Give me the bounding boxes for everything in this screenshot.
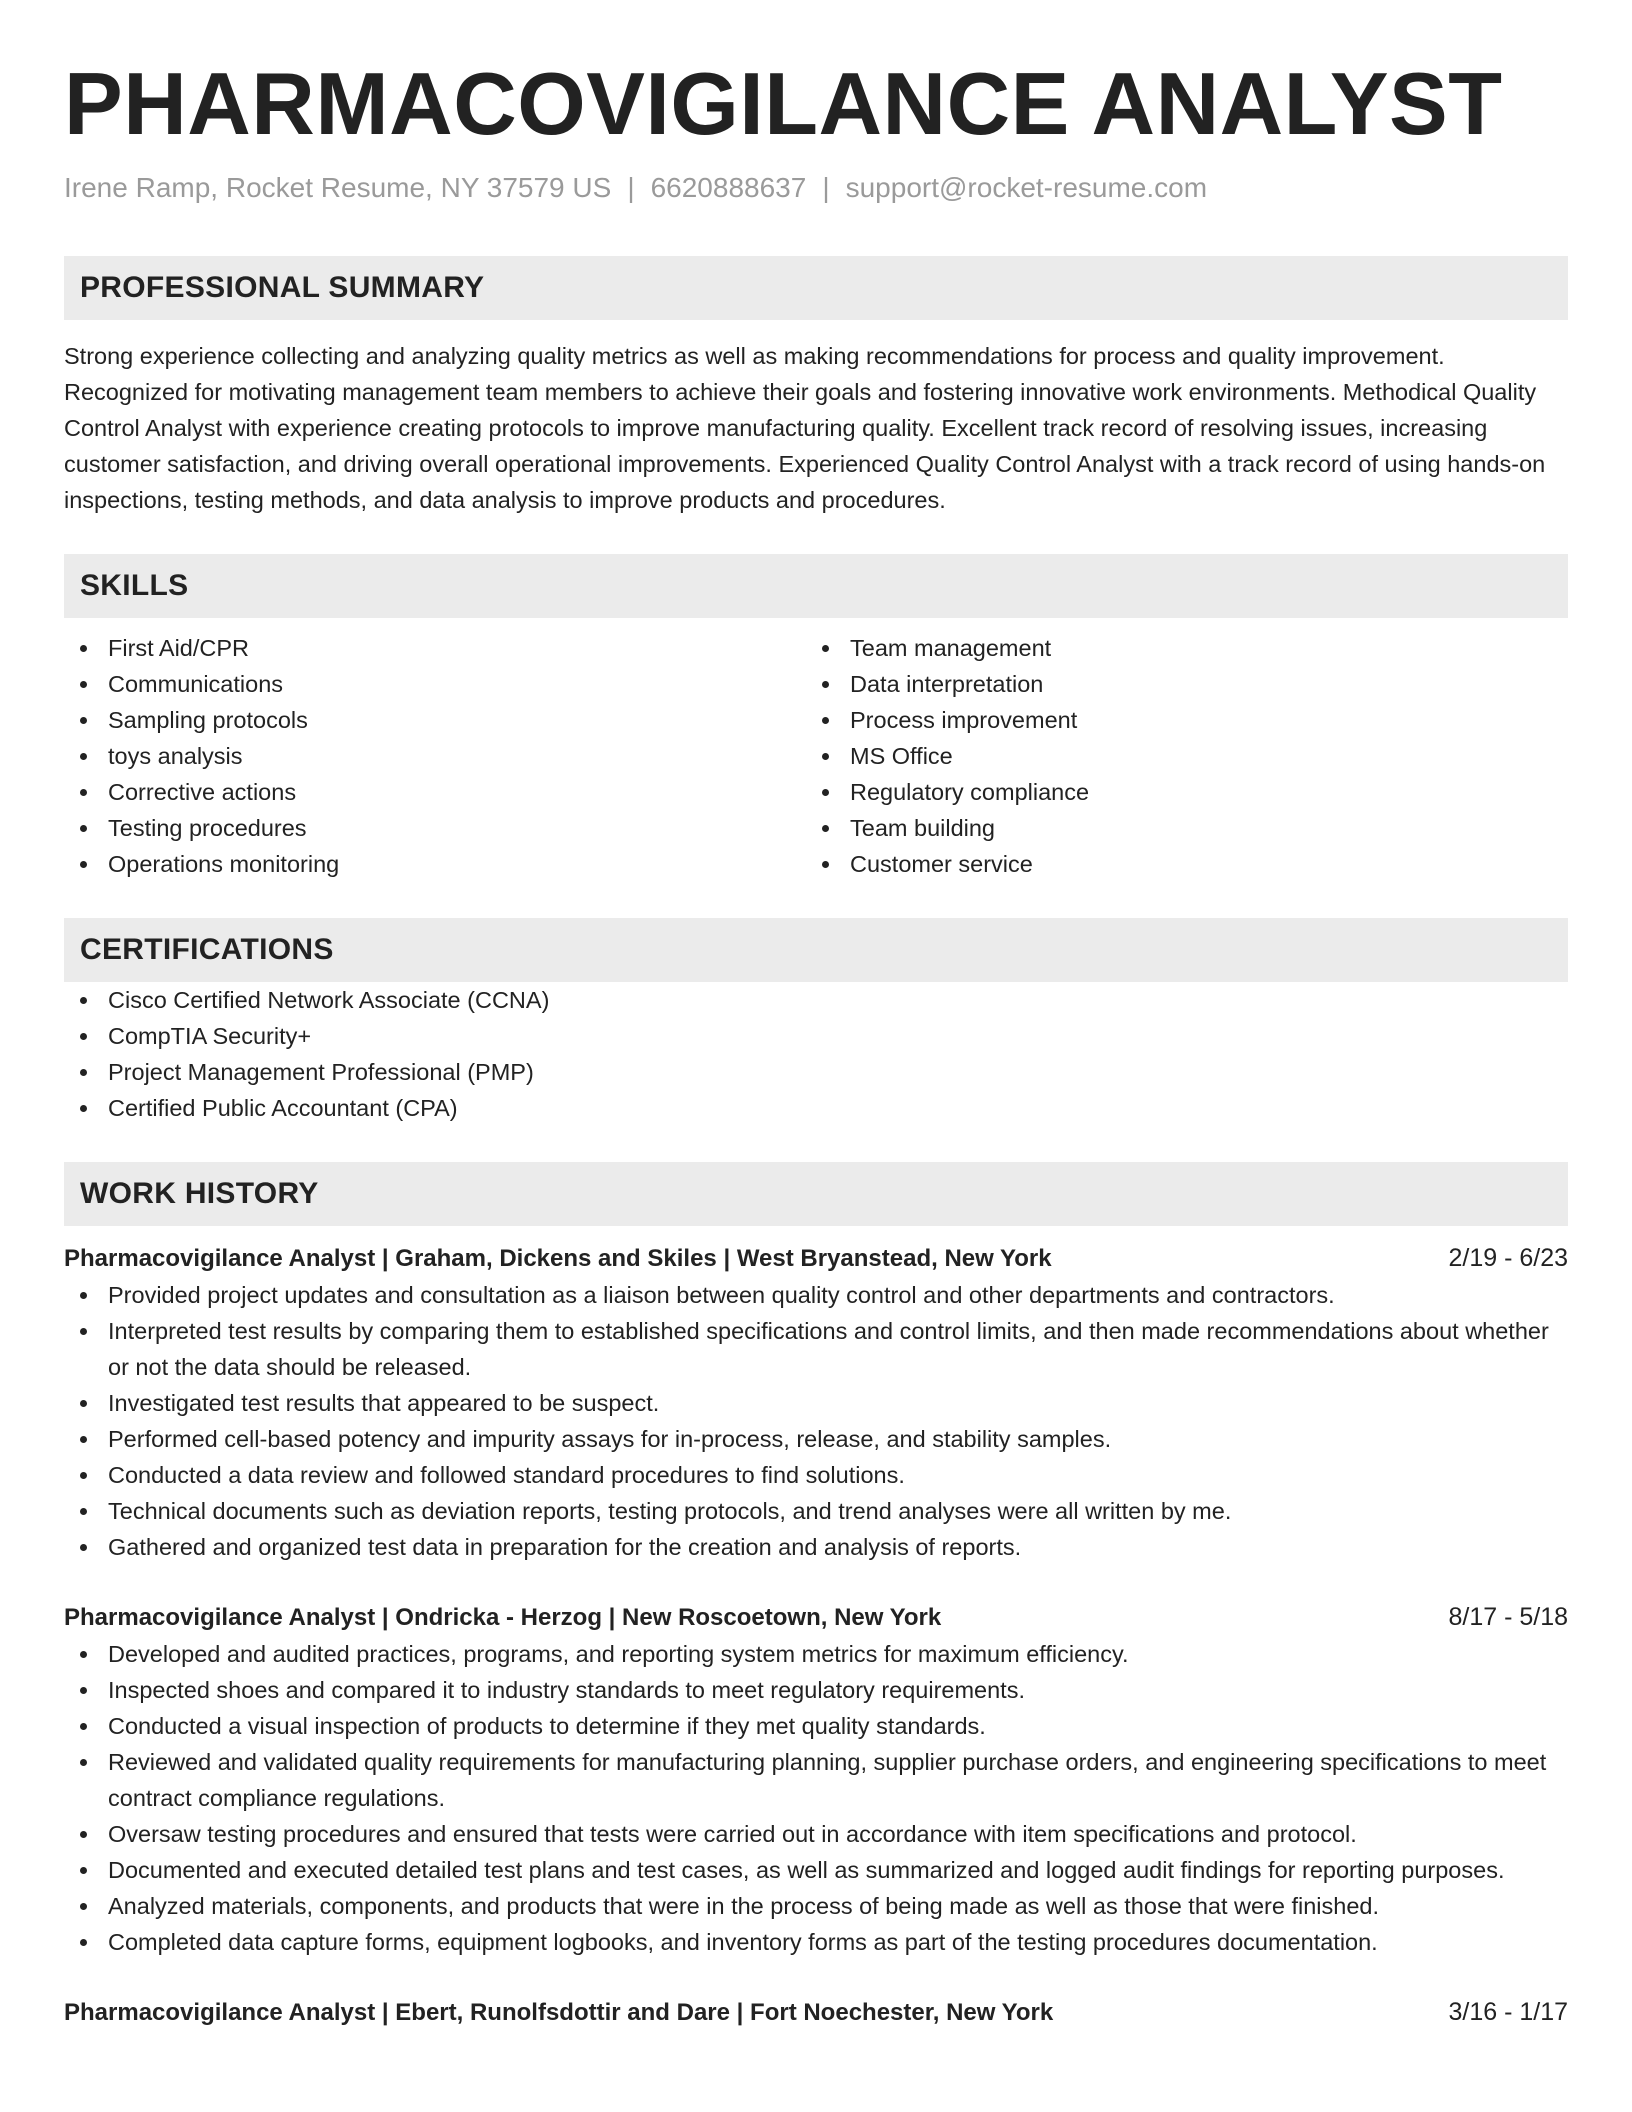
contact-address: Irene Ramp, Rocket Resume, NY 37579 US [64,172,612,203]
job-bullet: Gathered and organized test data in preparation for the creation and analysis of reports. [64,1529,1568,1565]
job-bullet: Completed data capture forms, equipment logbooks, and inventory forms as part of the testing procedures documentation. [64,1924,1568,1960]
job-bullet: Analyzed materials, components, and products that were in the process of being made as well as those that were finished. [64,1888,1568,1924]
job-bullet: Provided project updates and consultation as a liaison between quality control and other departments and contractors. [64,1277,1568,1313]
job-bullet: Oversaw testing procedures and ensured that tests were carried out in accordance with item specifications and protocol. [64,1816,1568,1852]
job-bullet: Developed and audited practices, programs, and reporting system metrics for maximum efficiency. [64,1636,1568,1672]
job-title: Pharmacovigilance Analyst | Ebert, Runolfsdottir and Dare | Fort Noechester, New York [64,1999,1054,2026]
certification-item: Certified Public Accountant (CPA) [64,1090,1568,1126]
job-bullet: Documented and executed detailed test plans and test cases, as well as summarized and logged audit findings for reporting purposes. [64,1852,1568,1888]
job-bullet: Interpreted test results by comparing them to established specifications and control limits, and then made recommendations about whether or not the data should be released. [64,1313,1568,1385]
section-heading-work-history: WORK HISTORY [64,1162,1568,1226]
job-bullet: Performed cell-based potency and impurity assays for in-process, release, and stability samples. [64,1421,1568,1457]
job-title: Pharmacovigilance Analyst | Graham, Dickens and Skiles | West Bryanstead, New York [64,1245,1052,1272]
contact-line [64,170,1568,206]
job-header [64,1240,1568,1277]
job-bullets [64,1277,1568,1565]
contact-phone: 6620888637 [650,172,807,203]
skill-item: Team management [806,630,1548,666]
certification-item: Cisco Certified Network Associate (CCNA) [64,982,1568,1018]
job-bullet: Inspected shoes and compared it to industry standards to meet regulatory requirements. [64,1672,1568,1708]
skill-item: Corrective actions [64,774,806,810]
skill-item: Communications [64,666,806,702]
certification-item: CompTIA Security+ [64,1018,1568,1054]
summary-text: Strong experience collecting and analyzing quality metrics as well as making recommendations for process and quality improvement. Recognized for motivating management team members to achieve their goals and fostering innovative work environments. Methodical Quality Control Analyst with experience creating protocols to improve manufacturing quality. Excellent track record of resolving issues, increasing customer satisfaction, and driving overall operational improvements. Experienced Quality Control Analyst with a track record of using hands-on inspections, testing methods, and data analysis to improve products and procedures. [64,343,1546,513]
page-title: PHARMACOVIGILANCE ANALYST [64,54,1503,153]
job-bullet: Conducted a data review and followed standard procedures to find solutions. [64,1457,1568,1493]
skill-item: Process improvement [806,702,1548,738]
job-dates: 3/16 - 1/17 [1448,1998,1568,2026]
skill-item: Operations monitoring [64,846,806,882]
skill-item: Team building [806,810,1548,846]
job-header [64,1599,1568,1636]
skill-item: MS Office [806,738,1548,774]
skill-item: Data interpretation [806,666,1548,702]
job-bullet: Conducted a visual inspection of products to determine if they met quality standards. [64,1708,1568,1744]
skill-item: Regulatory compliance [806,774,1548,810]
skills-list-left [64,630,806,882]
job-title: Pharmacovigilance Analyst | Ondricka - Herzog | New Roscoetown, New York [64,1604,942,1631]
certifications-list [64,982,1568,1126]
skill-item: Sampling protocols [64,702,806,738]
job-bullet: Reviewed and validated quality requirements for manufacturing planning, supplier purchase orders, and engineering specifications to meet contract compliance regulations. [64,1744,1568,1816]
contact-email: support@rocket-resume.com [845,172,1208,203]
section-heading-summary: PROFESSIONAL SUMMARY [64,256,1568,320]
section-heading-skills: SKILLS [64,554,1568,618]
skills-list-right [806,630,1548,882]
skill-item: First Aid/CPR [64,630,806,666]
job-bullet: Investigated test results that appeared to be suspect. [64,1385,1568,1421]
contact-separator: | [822,172,830,203]
certification-item: Project Management Professional (PMP) [64,1054,1568,1090]
job-dates: 8/17 - 5/18 [1448,1603,1568,1631]
skill-item: toys analysis [64,738,806,774]
contact-separator: | [627,172,635,203]
job-dates: 2/19 - 6/23 [1448,1244,1568,1272]
job-header [64,1994,1568,2031]
skill-item: Customer service [806,846,1548,882]
job-bullet: Technical documents such as deviation reports, testing protocols, and trend analyses were all written by me. [64,1493,1568,1529]
skill-item: Testing procedures [64,810,806,846]
section-heading-certifications: CERTIFICATIONS [64,918,1568,982]
skills-grid [64,630,1568,882]
job-bullets [64,1636,1568,1960]
